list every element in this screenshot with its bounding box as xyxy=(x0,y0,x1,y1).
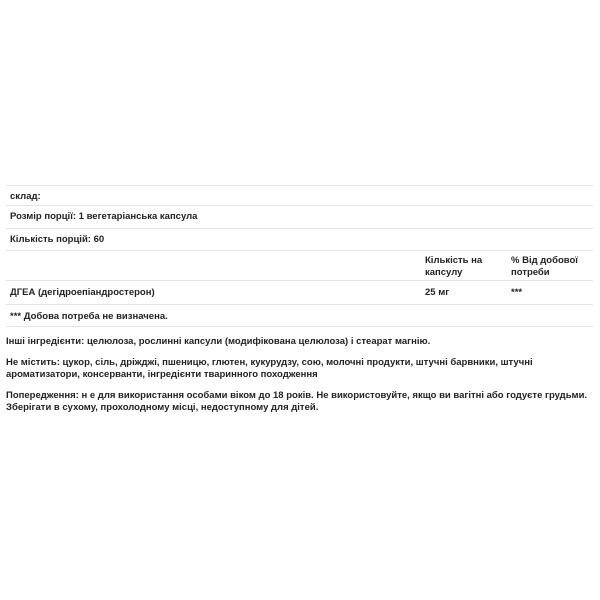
amount-column-header: Кількість на капсулу xyxy=(425,255,483,278)
ingredient-name: ДГЕА (дегідроепіандростерон) xyxy=(10,287,155,298)
other-ingredients: Інші інгредієнти: целюлоза, рослинні капсули (модифікована целюлоза) і стеарат магнію. xyxy=(6,336,431,347)
footnote-row xyxy=(6,304,593,327)
serving-size-text: Розмір порції: 1 вегетаріанська капсула xyxy=(10,211,198,222)
servings-row xyxy=(6,228,593,250)
servings-text: Кількість порцій: 60 xyxy=(10,234,105,245)
ingredient-daily-value: *** xyxy=(511,287,523,298)
ingredient-row xyxy=(6,280,593,304)
facts-title xyxy=(6,185,593,205)
facts-title-text: склад: xyxy=(10,191,41,202)
footnote-text: *** Добова потреба не визначена. xyxy=(10,311,168,322)
ingredient-amount: 25 мг xyxy=(425,287,450,298)
serving-size-row xyxy=(6,205,593,228)
daily-value-column-header: % Від добової потреби xyxy=(511,255,578,278)
free-of-list: Не містить: цукор, сіль, дріжджі, пшеницю, глютен, кукурудзу, сою, молочні продукти, штучні барвники, штучні ароматизатори, консерванти, інгредієнти тваринного походження xyxy=(6,357,533,380)
supplement-facts-table xyxy=(6,185,593,327)
warning-text: Попередження: н е для використання особами віком до 18 років. Не використовуйте, якщо ви вагітні або годуєте грудьми. Зберігати в сухому, прохолодному місці, недоступному для дітей. xyxy=(6,390,588,413)
column-header-row xyxy=(6,250,593,280)
